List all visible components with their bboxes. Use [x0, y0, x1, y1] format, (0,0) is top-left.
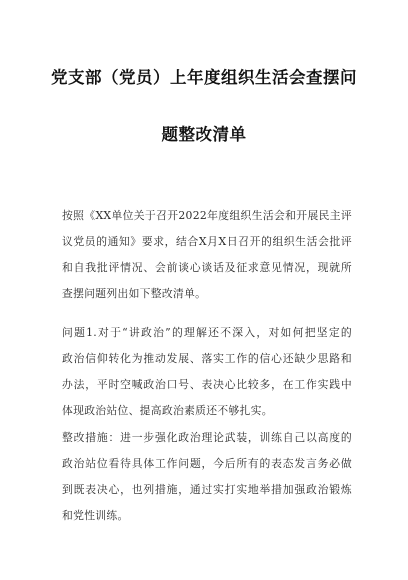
paragraph-line: 议党员的通知》要求，结合X月X日召开的组织生活会批评: [62, 235, 352, 248]
paragraph-line: 和自我批评情况、会前谈心谈话及征求意见情况，现就所: [62, 261, 352, 274]
paragraph-line: 查摆问题列出如下整改清单。: [62, 287, 207, 300]
paragraph-line: 按照《XX单位关于召开2022年度组织生活会和开展民主评: [62, 209, 352, 222]
paragraph-line: 和党性训练。: [62, 509, 129, 522]
paragraph-line: 政治站位看待具体工作问题，今后所有的表态发言务必做: [62, 457, 352, 470]
problem-paragraph: [62, 320, 352, 424]
paragraph-line: 政治信仰转化为推动发展、落实工作的信心还缺少思路和: [62, 352, 352, 365]
paragraph-line: 整改措施：进一步强化政治理论武装，训练自己以高度的: [62, 431, 352, 444]
paragraph-line: 办法，平时空喊政治口号、表决心比较多，在工作实践中: [62, 378, 352, 391]
paragraph-line: 到既表决心，也列措施，通过实打实地举措加强政治锻炼: [62, 483, 352, 496]
document-title-line-1: 党支部（党员）上年度组织生活会查摆问: [51, 68, 357, 87]
document-title-line-2: 题整改清单: [161, 125, 247, 144]
paragraph-line: 问题1.对于“讲政治”的理解还不深入，对如何把坚定的: [62, 326, 352, 339]
paragraph-line: 体现政治站位、提高政治素质还不够扎实。: [62, 404, 273, 417]
intro-paragraph: [62, 203, 352, 307]
measures-paragraph: [62, 425, 352, 529]
